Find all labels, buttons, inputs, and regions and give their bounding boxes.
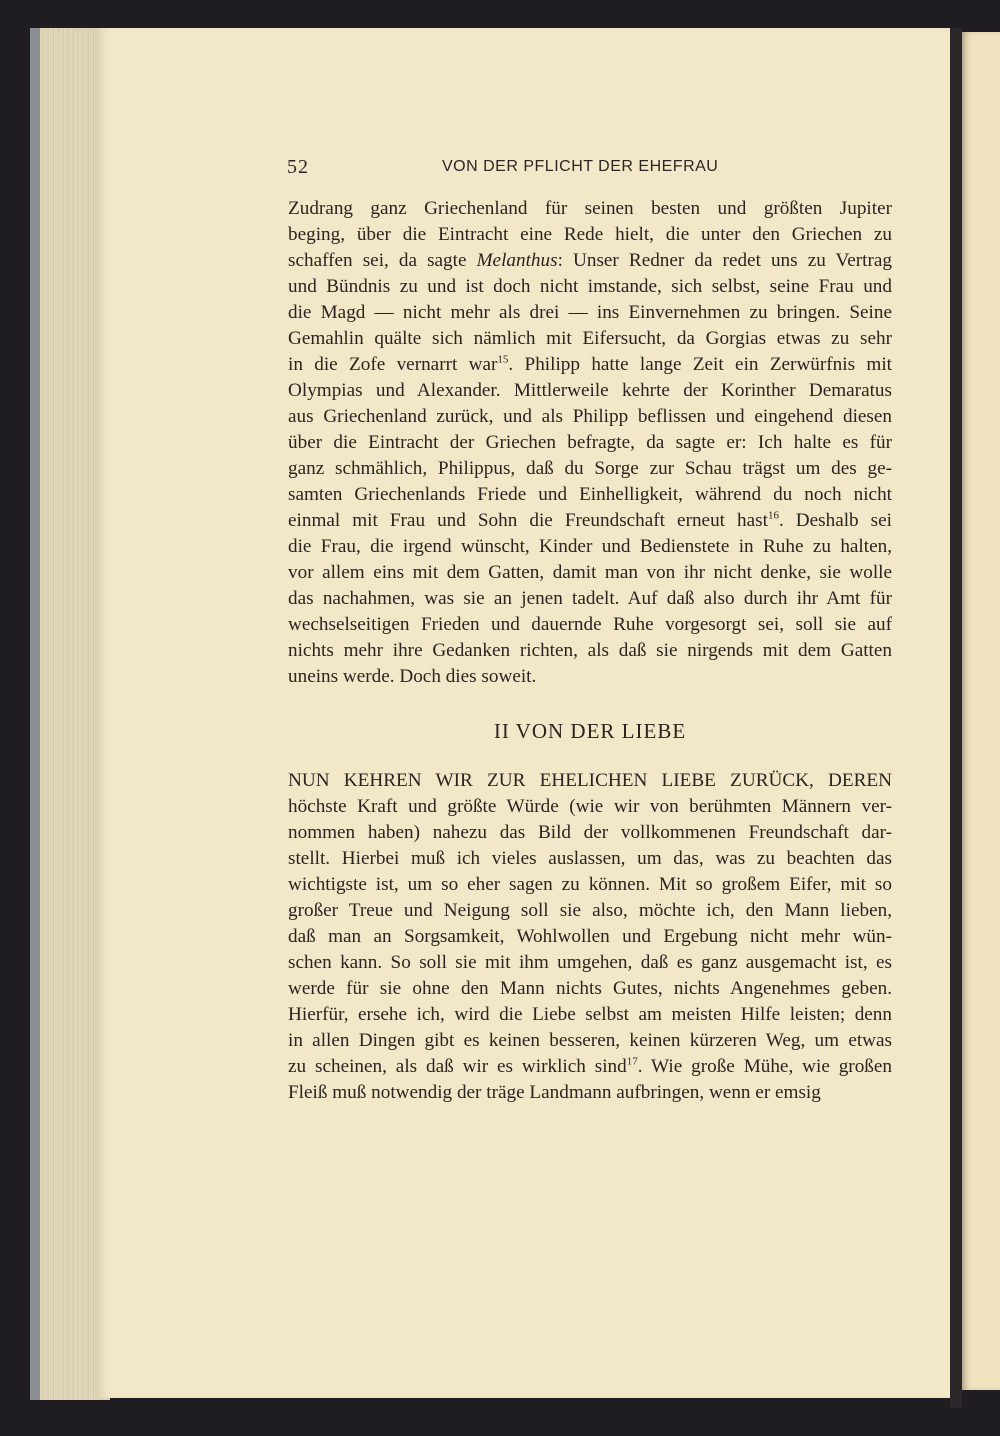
text-line: beging, über die Eintracht eine Rede hielt, die unter den Griechen zu	[288, 224, 892, 245]
text-line: aus Griechenland zurück, und als Philipp beflissen und eingehend diesen	[288, 406, 892, 427]
paragraph-2	[288, 768, 892, 1106]
text-line: daß man an Sorgsamkeit, Wohlwollen und Ergebung nicht mehr wün-	[288, 926, 892, 947]
text-line: Hierfür, ersehe ich, wird die Liebe selbst am meisten Hilfe leisten; denn	[288, 1004, 892, 1025]
text-line: stellt. Hierbei muß ich vieles auslassen, um das, was zu beachten das	[288, 848, 892, 869]
text-line: wechselseitigen Frieden und dauernde Ruhe vorgesorgt sei, soll sie auf	[288, 614, 892, 635]
footnote-reference: 15	[497, 353, 509, 366]
text-line: NUN KEHREN WIR ZUR EHELICHEN LIEBE ZURÜCK, DEREN	[288, 770, 892, 791]
text-line: Gemahlin quälte sich nämlich mit Eifersucht, da Gorgias etwas zu sehr	[288, 328, 892, 349]
footnote-reference: 16	[767, 509, 779, 522]
text-line: Olympias und Alexander. Mittlerweile kehrte der Korinther Demaratus	[288, 380, 892, 401]
footnote-reference: 17	[626, 1055, 638, 1068]
text-line: uneins werde. Doch dies soweit.	[288, 666, 537, 687]
text-line: samten Griechenlands Friede und Einhelligkeit, während du noch nicht	[288, 484, 892, 505]
page-number: 52	[287, 156, 309, 178]
facing-page-edge	[962, 32, 1000, 1390]
text-line: die Frau, die irgend wünscht, Kinder und Bedienstete in Ruhe zu halten,	[288, 536, 892, 557]
book-gutter	[950, 28, 962, 1408]
text-line: höchste Kraft und größte Würde (wie wir von berühmten Männern ver-	[288, 796, 892, 817]
text-line: nichts mehr ihre Gedanken richten, als daß sie nirgends mit dem Gatten	[288, 640, 892, 661]
text-line: über die Eintracht der Griechen befragte, da sagte er: Ich halte es für	[288, 432, 892, 453]
text-line: nommen haben) nahezu das Bild der vollkommenen Freundschaft dar-	[288, 822, 892, 843]
text-line: in die Zofe vernarrt war$^{15}$. Philipp hatte lange Zeit ein Zerwürfnis mit	[288, 353, 892, 375]
text-line: ganz schmählich, Philippus, daß du Sorge zur Schau trägst um des ge-	[288, 458, 892, 479]
text-line: Zudrang ganz Griechenland für seinen besten und größten Jupiter	[288, 198, 892, 219]
text-line: schen kann. So soll sie mit ihm umgehen, daß es ganz ausgemacht ist, es	[288, 952, 892, 973]
section-title: II VON DER LIEBE	[493, 719, 687, 743]
text-line: schaffen sei, da sagte Melanthus: Unser Redner da redet uns zu Vertrag	[288, 250, 892, 271]
text-line: das nachahmen, was sie an jenen tadelt. Auf daß also durch ihr Amt für	[288, 588, 892, 609]
text-line: vor allem eins mit dem Gatten, damit man von ihr nicht denke, sie wolle	[288, 562, 892, 583]
paragraph-1	[288, 196, 892, 690]
text-line: wichtigste ist, um so eher sagen zu können. Mit so großem Eifer, mit so	[288, 874, 892, 895]
text-line: und Bündnis zu und ist doch nicht imstande, sich selbst, seine Frau und	[288, 276, 892, 297]
text-line: großer Treue und Neigung soll sie also, möchte ich, den Mann lieben,	[288, 900, 892, 921]
text-line: werde für sie ohne den Mann nichts Gutes, nichts Angenehmes geben.	[288, 978, 892, 999]
italic-name: Melanthus	[476, 250, 558, 271]
running-head: VON DER PFLICHT DER EHEFRAU	[442, 158, 719, 175]
body-text	[288, 196, 892, 1106]
text-line: zu scheinen, als daß wir es wirklich sind$^{17}$. Wie große Mühe, wie großen	[288, 1055, 892, 1077]
text-line: einmal mit Frau und Sohn die Freundschaft erneut hast$^{16}$. Deshalb sei	[288, 509, 892, 531]
text-line: Fleiß muß notwendig der träge Landmann aufbringen, wenn er emsig	[288, 1082, 821, 1103]
text-line: die Magd — nicht mehr als drei — ins Einvernehmen zu bringen. Seine	[288, 302, 892, 323]
text-line: in allen Dingen gibt es keinen besseren, keinen kürzeren Weg, um etwas	[288, 1030, 892, 1051]
page-header	[287, 153, 892, 183]
